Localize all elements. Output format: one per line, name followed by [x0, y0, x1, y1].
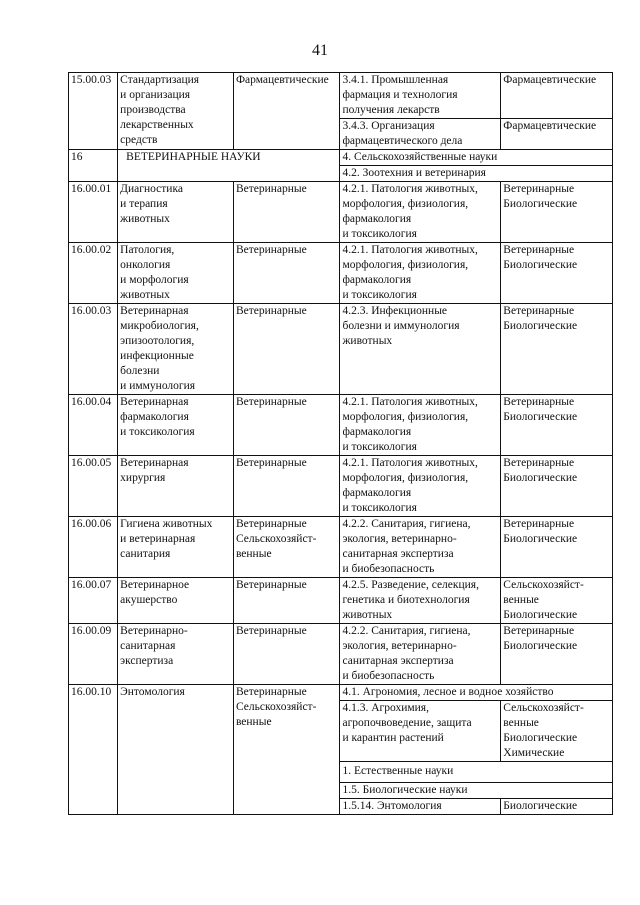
specialty-code: 16.00.04 [69, 395, 118, 456]
table-row [69, 624, 613, 685]
specialty-code: 16.00.10 [69, 685, 118, 815]
specialty-name: Патология, онкология и морфология животных [118, 243, 234, 304]
specialty-name: Ветеринарное акушерство [118, 578, 234, 624]
table-row [69, 685, 613, 701]
new-specialty: 4.1.3. Агрохимия, агропочвоведение, защита и карантин растений [340, 701, 501, 762]
table-row [69, 578, 613, 624]
specialty-correspondence-table [68, 72, 613, 815]
specialty-code: 16.00.01 [69, 182, 118, 243]
new-specialty: 3.4.3. Организация фармацевтического дела [340, 119, 501, 150]
new-science-branch: Сельскохозяйст- венные Биологические Химические [501, 701, 613, 762]
specialty-code: 16.00.07 [69, 578, 118, 624]
new-science-branch: Биологические [501, 799, 613, 815]
science-branch: Ветеринарные [233, 243, 340, 304]
specialty-code: 15.00.03 [69, 73, 118, 150]
new-science-branch: Ветеринарные Биологические [501, 517, 613, 578]
new-specialty: 4.2.2. Санитария, гигиена, экология, ветеринарно- санитарная экспертиза и биобезопасность [340, 624, 501, 685]
new-science-branch: Фармацевтические [501, 73, 613, 119]
science-branch: Ветеринарные [233, 456, 340, 517]
new-specialty: 1.5.14. Энтомология [340, 799, 501, 815]
science-branch: Ветеринарные Сельскохозяйст- венные [233, 685, 340, 815]
specialty-code: 16.00.02 [69, 243, 118, 304]
specialty-name: Диагностика и терапия животных [118, 182, 234, 243]
specialty-code: 16 [69, 150, 118, 182]
new-science-branch: Ветеринарные Биологические [501, 624, 613, 685]
new-science-field: 4. Сельскохозяйственные науки [340, 150, 613, 166]
new-science-group: 1.5. Биологические науки [340, 783, 613, 799]
science-branch: Ветеринарные [233, 182, 340, 243]
table-row [69, 182, 613, 243]
science-branch: Ветеринарные [233, 578, 340, 624]
new-specialty: 4.2.3. Инфекционные болезни и иммунология животных [340, 304, 501, 395]
specialty-name: Ветеринарно- санитарная экспертиза [118, 624, 234, 685]
new-specialty: 4.2.2. Санитария, гигиена, экология, ветеринарно- санитарная экспертиза и биобезопасность [340, 517, 501, 578]
specialty-name: Стандартизация и организация производства лекарственных средств [118, 73, 234, 150]
page-number: 41 [312, 42, 328, 59]
science-branch: Фармацевтические [233, 73, 340, 150]
specialty-name: Гигиена животных и ветеринарная санитария [118, 517, 234, 578]
section-title: ВЕТЕРИНАРНЫЕ НАУКИ [118, 150, 340, 182]
new-specialty: 4.2.1. Патология животных, морфология, физиология, фармакология и токсикология [340, 395, 501, 456]
science-branch: Ветеринарные [233, 395, 340, 456]
new-science-branch: Ветеринарные Биологические [501, 304, 613, 395]
table-row [69, 395, 613, 456]
table-row [69, 517, 613, 578]
new-science-group: 4.1. Агрономия, лесное и водное хозяйство [340, 685, 613, 701]
specialty-name: Ветеринарная микробиология, эпизоотология, инфекционные болезни и иммунология [118, 304, 234, 395]
specialty-code: 16.00.06 [69, 517, 118, 578]
new-specialty: 4.2.1. Патология животных, морфология, физиология, фармакология и токсикология [340, 243, 501, 304]
new-science-group: 4.2. Зоотехния и ветеринария [340, 166, 613, 182]
table-row [69, 150, 613, 166]
specialty-code: 16.00.03 [69, 304, 118, 395]
science-branch: Ветеринарные [233, 304, 340, 395]
specialty-name: Энтомология [118, 685, 234, 815]
specialty-code: 16.00.05 [69, 456, 118, 517]
new-science-branch: Ветеринарные Биологические [501, 456, 613, 517]
science-branch: Ветеринарные [233, 624, 340, 685]
new-science-branch: Ветеринарные Биологические [501, 243, 613, 304]
new-science-branch: Ветеринарные Биологические [501, 395, 613, 456]
new-science-branch: Сельскохозяйст- венные Биологические [501, 578, 613, 624]
new-specialty: 3.4.1. Промышленная фармация и технология получения лекарств [340, 73, 501, 119]
new-science-branch: Ветеринарные Биологические [501, 182, 613, 243]
new-science-branch: Фармацевтические [501, 119, 613, 150]
specialty-code: 16.00.09 [69, 624, 118, 685]
new-specialty: 4.2.1. Патология животных, морфология, физиология, фармакология и токсикология [340, 182, 501, 243]
table-row [69, 456, 613, 517]
specialty-name: Ветеринарная хирургия [118, 456, 234, 517]
new-specialty: 4.2.5. Разведение, селекция, генетика и биотехнология животных [340, 578, 501, 624]
table-row [69, 304, 613, 395]
table-row [69, 73, 613, 119]
new-specialty: 4.2.1. Патология животных, морфология, физиология, фармакология и токсикология [340, 456, 501, 517]
science-branch: Ветеринарные Сельскохозяйст- венные [233, 517, 340, 578]
specialty-name: Ветеринарная фармакология и токсикология [118, 395, 234, 456]
table-row [69, 243, 613, 304]
new-science-field: 1. Естественные науки [340, 762, 613, 783]
